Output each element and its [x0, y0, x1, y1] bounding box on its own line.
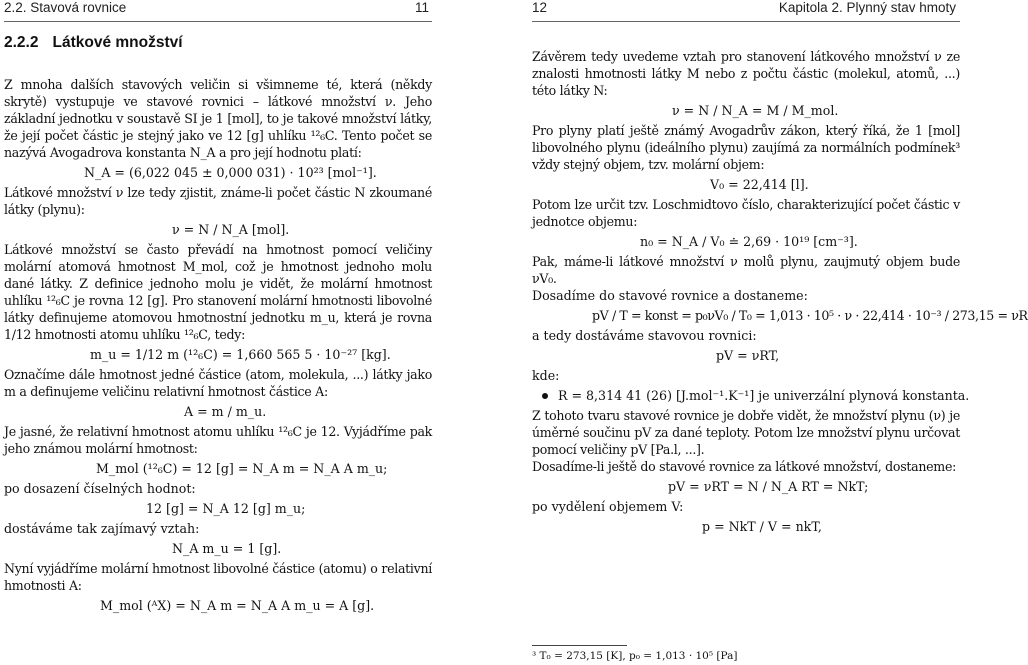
- bullet-icon: [542, 393, 548, 399]
- left-paragraph-2: Látkové množství ν lze tedy zjistit, známe-li počet částic N zkoumané látky (plynu):: [4, 185, 432, 217]
- left-equation-7: N_A m_u = 1 [g].: [172, 541, 282, 556]
- left-equation-8: M_mol (ᴬX) = N_A m = N_A A m_u = A [g].: [100, 598, 375, 613]
- right-paragraph-8: Z tohoto tvaru stavové rovnice je dobře vidět, že množství plynu (ν) je úměrné součinu pV za dané teploty. Potom lze množství plynu určovat pomocí veličiny pV [Pa.l, ...].: [532, 408, 960, 457]
- section-number: 2.2.2: [4, 34, 39, 51]
- right-paragraph-10: po vydělení objemem V:: [532, 499, 684, 514]
- right-paragraph-9: Dosadíme-li ještě do stavové rovnice za látkové množství, dostaneme:: [532, 459, 957, 474]
- right-equation-2: V₀ = 22,414 [l].: [710, 177, 809, 192]
- page-number-right: 12: [532, 0, 548, 15]
- left-paragraph-8: Nyní vyjádříme molární hmotnost libovolné částice (atomu) o relativní hmotnosti A:: [4, 561, 432, 593]
- running-header-right: Kapitola 2. Plynný stav hmoty: [778, 0, 956, 15]
- left-equation-2: ν = N / N_A [mol].: [172, 222, 290, 237]
- right-paragraph-4: Pak, máme-li látkové množství ν molů plynu, zaujmutý objem bude νV₀.: [532, 254, 960, 286]
- right-paragraph-2: Pro plyny platí ještě známý Avogadrův zákon, který říká, že 1 [mol] libovolného plynu (ideálního plynu) zaujímá za normálních podmínek³ vždy stejný objem, tzv. molární objem:: [532, 123, 960, 172]
- left-paragraph-5: Je jasné, že relativní hmotnost atomu uhlíku ¹²₆C je 12. Vyjádříme pak jeho známou molární hmotnost:: [4, 424, 432, 456]
- page-number-left: 11: [415, 0, 430, 15]
- left-paragraph-3: Látkové množství se často převádí na hmotnost pomocí veličiny molární atomová hmotnost M_mol, což je hmotnost jednoho molu dané látky. Z definice jednoho molu je vidět, že molární hmotnost uhlíku ¹²₆C je rovna 12 [g]. Pro stanovení molární hmotnosti libovolné látky definujeme atomovou hmotnostní jednotku m_u, která je rovna 1/12 hmotnosti atomu uhlíku ¹²₆C, tedy:: [4, 242, 432, 342]
- gas-constant-text: R = 8,314 41 (26) [J.mol⁻¹.K⁻¹] je univerzální plynová konstanta.: [558, 388, 970, 403]
- right-equation-10: p = NkT / V = nkT,: [702, 519, 822, 534]
- right-paragraph-1: Závěrem tedy uvedeme vztah pro stanovení látkového množství ν ze znalosti hmotnosti látky M nebo z počtu částic (molekul, atomů, ...) této látky N:: [532, 49, 960, 98]
- left-paragraph-1: Z mnoha dalších stavových veličin si všimneme té, která (někdy skrytě) vystupuje ve stavové rovnici – látkové množství ν. Jeho základní jednotku v soustavě SI je 1 [mol], to je takové množství látky, že její počet částic je stejný jako ve 12 [g] uhlíku ¹²₆C. Tento počet se nazývá Avogadrova konstanta N_A a pro její hodnotu platí:: [4, 77, 432, 160]
- left-paragraph-6: po dosazení číselných hodnot:: [4, 481, 196, 496]
- section-title: Látkové množství: [52, 34, 183, 51]
- right-paragraph-3: Potom lze určit tzv. Loschmidtovo číslo, charakterizující počet částic v jednotce objemu:: [532, 197, 960, 229]
- footnote: ³ T₀ = 273,15 [K], p₀ = 1,013 · 10⁵ [Pa]: [532, 650, 738, 662]
- right-paragraph-6: a tedy dostáváme stavovou rovnici:: [532, 328, 757, 343]
- left-equation-6: 12 [g] = N_A 12 [g] m_u;: [146, 501, 306, 516]
- right-paragraph-7: kde:: [532, 368, 560, 383]
- gas-constant-item: [532, 387, 970, 404]
- left-column: [4, 28, 432, 617]
- right-equation-9: pV = νRT = N / N_A RT = NkT;: [668, 479, 869, 494]
- right-column: [532, 48, 1028, 538]
- left-equation-4: A = m / m_u.: [184, 404, 267, 419]
- header-rule-left: [4, 21, 432, 22]
- right-equation-5: pV / T = konst = p₀νV₀ / T₀ = 1,013 · 10⁵ · ν · 22,414 · 10⁻³ / 273,15 = νR: [592, 308, 1028, 323]
- section-heading: [4, 34, 432, 52]
- right-paragraph-5: Dosadíme do stavové rovnice a dostaneme:: [532, 288, 808, 303]
- right-equation-3: n₀ = N_A / V₀ ≐ 2,69 · 10¹⁹ [cm⁻³].: [640, 234, 858, 249]
- right-equation-1: ν = N / N_A = M / M_mol.: [672, 103, 839, 118]
- left-paragraph-7: dostáváme tak zajímavý vztah:: [4, 521, 200, 536]
- header-rule-right: [532, 21, 960, 22]
- right-equation-6: pV = νRT,: [716, 348, 780, 363]
- running-header-left: 2.2. Stavová rovnice: [4, 0, 127, 15]
- left-equation-1: N_A = (6,022 045 ± 0,000 031) · 10²³ [mol⁻¹].: [84, 165, 377, 180]
- left-equation-3: m_u = 1/12 m (¹²₆C) = 1,660 565 5 · 10⁻²⁷ [kg].: [90, 347, 391, 362]
- footnote-rule: [532, 645, 627, 646]
- left-equation-5: M_mol (¹²₆C) = 12 [g] = N_A m = N_A A m_u;: [96, 461, 388, 476]
- left-paragraph-4: Označíme dále hmotnost jedné částice (atom, molekula, ...) látky jako m a definujeme veličinu relativní hmotnost částice A:: [4, 367, 432, 399]
